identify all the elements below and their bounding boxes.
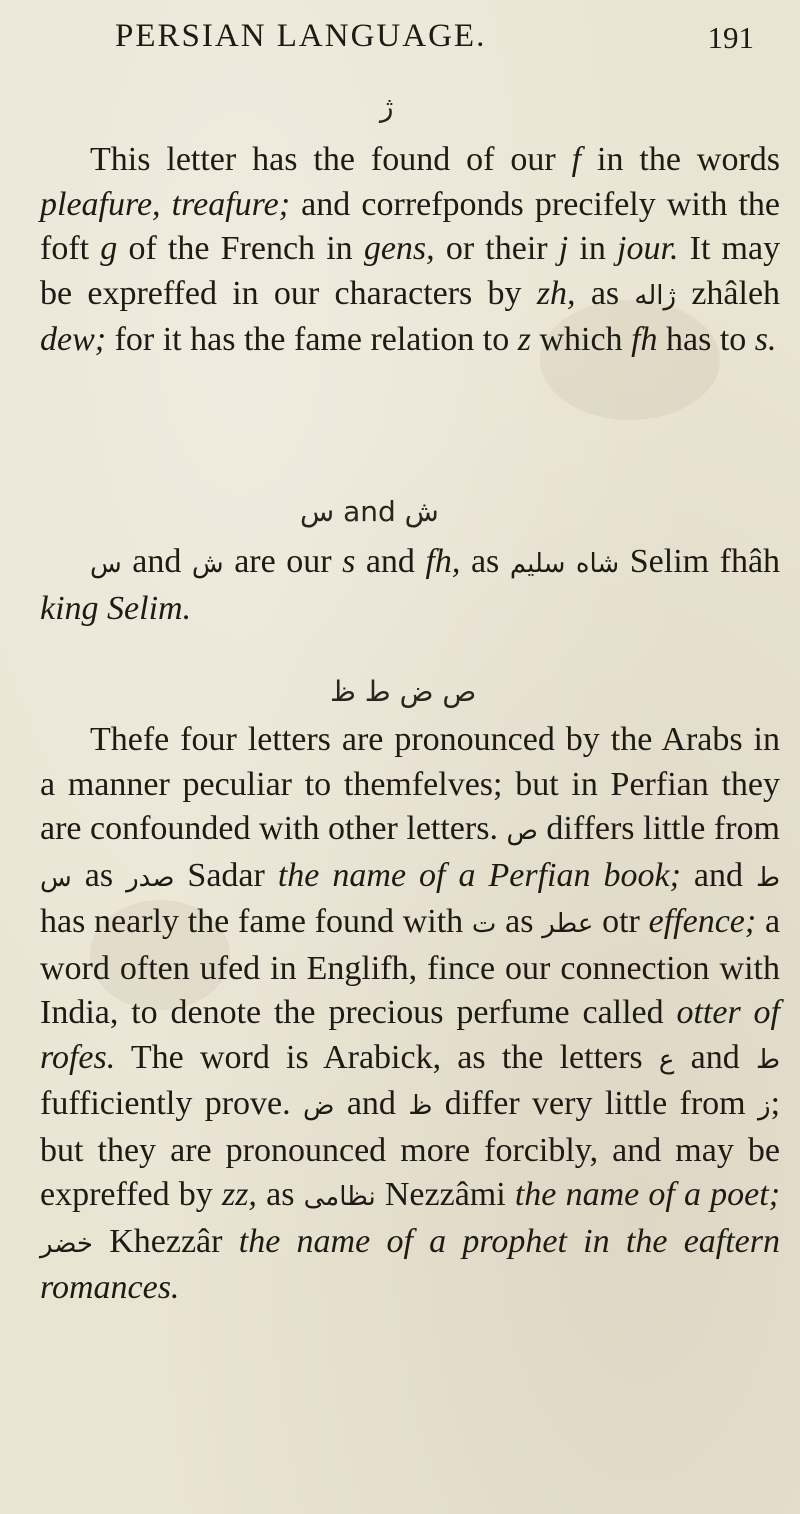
running-title: PERSIAN LANGUAGE. xyxy=(115,18,487,54)
paragraph-zhe: This letter has the found of our f in the words pleafure, treafure; and correfponds precifely with the foft g of the French in gens, or their j in jour. It may be expreffed in our characters by zh, as ژاله zhâleh dew; for it has the fame relation to z which fh has to s. xyxy=(40,141,781,358)
page-number: 191 xyxy=(707,20,754,55)
paragraph-emphatic: Thefe four letters are pronounced by the Arabs in a manner peculiar to themfelves; but in Perfian they are confounded with other letters. ص differs little from س as صدر Sadar the name of a Perfian book; and ط has nearly the fame found with ت as عطر otr effence; a word often ufed in Englifh, fince our connection with India, to denote the precious perfume called otter of rofes. The word is Arabick, as the letters ع and ط fufficiently prove. ض and ظ differ very little from ز; but they are pronounced more forcibly, and may be expreffed by zz, as نظامی Nezzâmi the name of a poet; خضر Khezzâr the name of a prophet in the eaftern romances. xyxy=(40,721,781,1306)
letters-sin-shin-heading: س and ش xyxy=(300,495,439,528)
letters-emphatic-heading: ص ض ط ظ xyxy=(330,675,477,708)
paragraph-sin-shin: س and ش are our s and fh, as شاه سلیم Selim fhâh king Selim. xyxy=(40,543,781,627)
page-header xyxy=(0,14,800,64)
letter-zhe-heading: ژ xyxy=(380,90,394,123)
